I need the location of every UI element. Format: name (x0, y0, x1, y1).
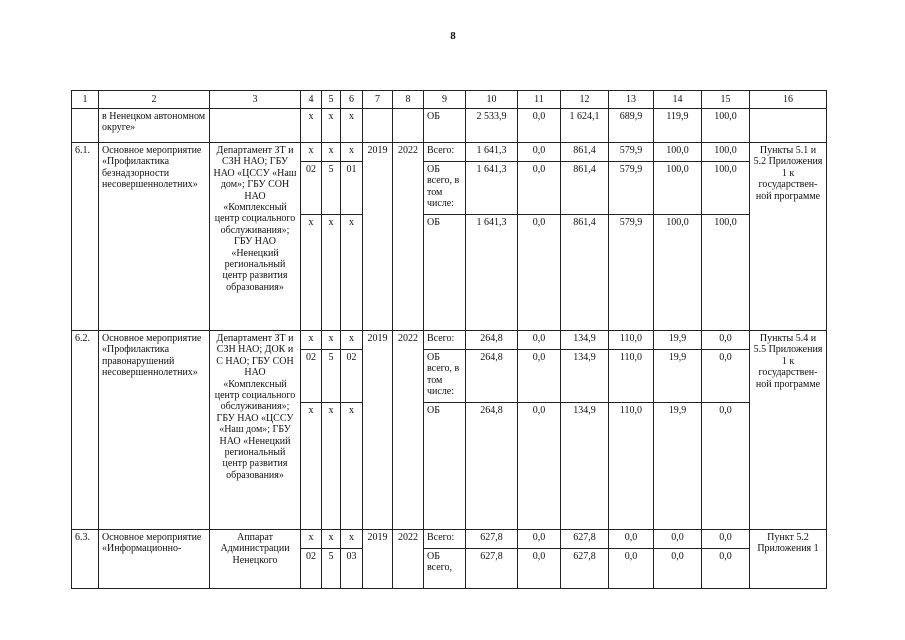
code-cell: х (301, 530, 322, 549)
funding-source: ОБ (424, 109, 466, 143)
year-end: 2022 (393, 143, 424, 331)
note-cell: Пункты 5.4 и 5.5 Приложения 1 к государствен-ной программе (750, 331, 827, 530)
header-cell: 7 (363, 91, 393, 109)
year-start: 2019 (363, 530, 393, 589)
amount-cell: 627,8 (561, 549, 609, 589)
amount-cell: 0,0 (518, 403, 561, 530)
measure-name: Основное мероприятие «Информационно- (99, 530, 210, 589)
amount-cell: 0,0 (702, 403, 750, 530)
code-cell: х (322, 530, 341, 549)
table-row (72, 530, 827, 549)
executor (210, 109, 301, 143)
code-cell: 5 (322, 162, 341, 215)
amount-cell: 0,0 (609, 549, 654, 589)
amount-cell: 1 641,3 (466, 143, 518, 162)
code-cell: х (322, 331, 341, 350)
amount-cell: 110,0 (609, 331, 654, 350)
amount-cell: 0,0 (518, 162, 561, 215)
row-number (72, 109, 99, 143)
code-cell: х (301, 331, 322, 350)
amount-cell: 134,9 (561, 331, 609, 350)
code-cell: х (301, 109, 322, 143)
amount-cell: 100,0 (702, 215, 750, 331)
code-cell: х (341, 403, 363, 530)
funding-source: ОБ (424, 215, 466, 331)
amount-cell: 0,0 (518, 331, 561, 350)
amount-cell: 110,0 (609, 403, 654, 530)
year-end: 2022 (393, 331, 424, 530)
amount-cell: 861,4 (561, 162, 609, 215)
code-cell: х (322, 109, 341, 143)
header-cell: 4 (301, 91, 322, 109)
code-cell: х (341, 331, 363, 350)
code-cell: 03 (341, 549, 363, 589)
amount-cell: 2 533,9 (466, 109, 518, 143)
header-cell: 8 (393, 91, 424, 109)
amount-cell: 19,9 (654, 403, 702, 530)
note-cell: Пункт 5.2 Приложения 1 (750, 530, 827, 589)
row-number: 6.1. (72, 143, 99, 331)
amount-cell: 861,4 (561, 143, 609, 162)
amount-cell: 0,0 (654, 549, 702, 589)
row-number: 6.2. (72, 331, 99, 530)
amount-cell: 100,0 (654, 162, 702, 215)
amount-cell: 100,0 (702, 109, 750, 143)
amount-cell: 134,9 (561, 403, 609, 530)
header-cell: 16 (750, 91, 827, 109)
amount-cell: 689,9 (609, 109, 654, 143)
amount-cell: 579,9 (609, 215, 654, 331)
amount-cell: 264,8 (466, 350, 518, 403)
code-cell: х (322, 403, 341, 530)
code-cell: х (322, 215, 341, 331)
funding-source: ОБ всего, (424, 549, 466, 589)
code-cell: 02 (301, 162, 322, 215)
amount-cell: 627,8 (466, 549, 518, 589)
amount-cell: 100,0 (702, 143, 750, 162)
amount-cell: 1 624,1 (561, 109, 609, 143)
code-cell: х (341, 530, 363, 549)
code-cell: х (301, 403, 322, 530)
header-cell: 10 (466, 91, 518, 109)
measure-name: Основное мероприятие «Профилактика правонарушений несовершеннолетних» (99, 331, 210, 530)
header-cell: 1 (72, 91, 99, 109)
funding-source: ОБ всего, в том числе: (424, 350, 466, 403)
amount-cell: 0,0 (518, 143, 561, 162)
year-end (393, 109, 424, 143)
amount-cell: 264,8 (466, 403, 518, 530)
amount-cell: 0,0 (518, 530, 561, 549)
funding-source: Всего: (424, 530, 466, 549)
measure-name: в Ненецком автономном округе» (99, 109, 210, 143)
funding-source: Всего: (424, 331, 466, 350)
year-start (363, 109, 393, 143)
amount-cell: 627,8 (466, 530, 518, 549)
code-cell: х (322, 143, 341, 162)
amount-cell: 0,0 (702, 331, 750, 350)
amount-cell: 627,8 (561, 530, 609, 549)
amount-cell: 0,0 (702, 549, 750, 589)
executor: Департамент ЗТ и СЗН НАО; ДОК и С НАО; ГБУ СОН НАО «Комплексный центр социального обслуживания»; ГБУ НАО «ЦССУ «Наш дом»; ГБУ НАО «Ненецкий региональный центр развития образования» (210, 331, 301, 530)
header-cell: 9 (424, 91, 466, 109)
year-start: 2019 (363, 143, 393, 331)
header-cell: 3 (210, 91, 301, 109)
amount-cell: 861,4 (561, 215, 609, 331)
note-cell (750, 109, 827, 143)
amount-cell: 579,9 (609, 162, 654, 215)
year-start: 2019 (363, 331, 393, 530)
header-cell: 15 (702, 91, 750, 109)
page-number: 8 (450, 30, 456, 42)
code-cell: х (341, 215, 363, 331)
note-cell: Пункты 5.1 и 5.2 Приложения 1 к государствен-ной программе (750, 143, 827, 331)
amount-cell: 579,9 (609, 143, 654, 162)
amount-cell: 0,0 (654, 530, 702, 549)
code-cell: х (301, 215, 322, 331)
amount-cell: 0,0 (518, 109, 561, 143)
amount-cell: 1 641,3 (466, 162, 518, 215)
code-cell: 5 (322, 549, 341, 589)
code-cell: 01 (341, 162, 363, 215)
header-cell: 6 (341, 91, 363, 109)
table-row (72, 143, 827, 162)
amount-cell: 0,0 (702, 530, 750, 549)
amount-cell: 0,0 (702, 350, 750, 403)
amount-cell: 19,9 (654, 331, 702, 350)
amount-cell: 0,0 (518, 215, 561, 331)
code-cell: х (301, 143, 322, 162)
row-number: 6.3. (72, 530, 99, 589)
amount-cell: 0,0 (518, 549, 561, 589)
amount-cell: 134,9 (561, 350, 609, 403)
table-row (72, 331, 827, 350)
amount-cell: 119,9 (654, 109, 702, 143)
code-cell: 02 (341, 350, 363, 403)
header-row (72, 91, 827, 109)
amount-cell: 0,0 (609, 530, 654, 549)
funding-source: ОБ всего, в том числе: (424, 162, 466, 215)
amount-cell: 100,0 (654, 143, 702, 162)
code-cell: х (341, 109, 363, 143)
year-end: 2022 (393, 530, 424, 589)
header-cell: 2 (99, 91, 210, 109)
header-cell: 13 (609, 91, 654, 109)
amount-cell: 110,0 (609, 350, 654, 403)
header-cell: 14 (654, 91, 702, 109)
header-cell: 12 (561, 91, 609, 109)
measure-name: Основное мероприятие «Профилактика безнадзорности несовершеннолетних» (99, 143, 210, 331)
amount-cell: 19,9 (654, 350, 702, 403)
code-cell: 02 (301, 350, 322, 403)
executor: Департамент ЗТ и СЗН НАО; ГБУ НАО «ЦССУ «Наш дом»; ГБУ СОН НАО «Комплексный центр социального обслуживания»; ГБУ НАО «Ненецкий региональный центр развития образования» (210, 143, 301, 331)
table-row (72, 109, 827, 143)
header-cell: 5 (322, 91, 341, 109)
amount-cell: 100,0 (702, 162, 750, 215)
header-cell: 11 (518, 91, 561, 109)
amount-cell: 0,0 (518, 350, 561, 403)
executor: Аппарат Администрации Ненецкого (210, 530, 301, 589)
budget-table (71, 90, 827, 589)
amount-cell: 264,8 (466, 331, 518, 350)
code-cell: 02 (301, 549, 322, 589)
code-cell: х (341, 143, 363, 162)
amount-cell: 100,0 (654, 215, 702, 331)
amount-cell: 1 641,3 (466, 215, 518, 331)
funding-source: Всего: (424, 143, 466, 162)
code-cell: 5 (322, 350, 341, 403)
funding-source: ОБ (424, 403, 466, 530)
